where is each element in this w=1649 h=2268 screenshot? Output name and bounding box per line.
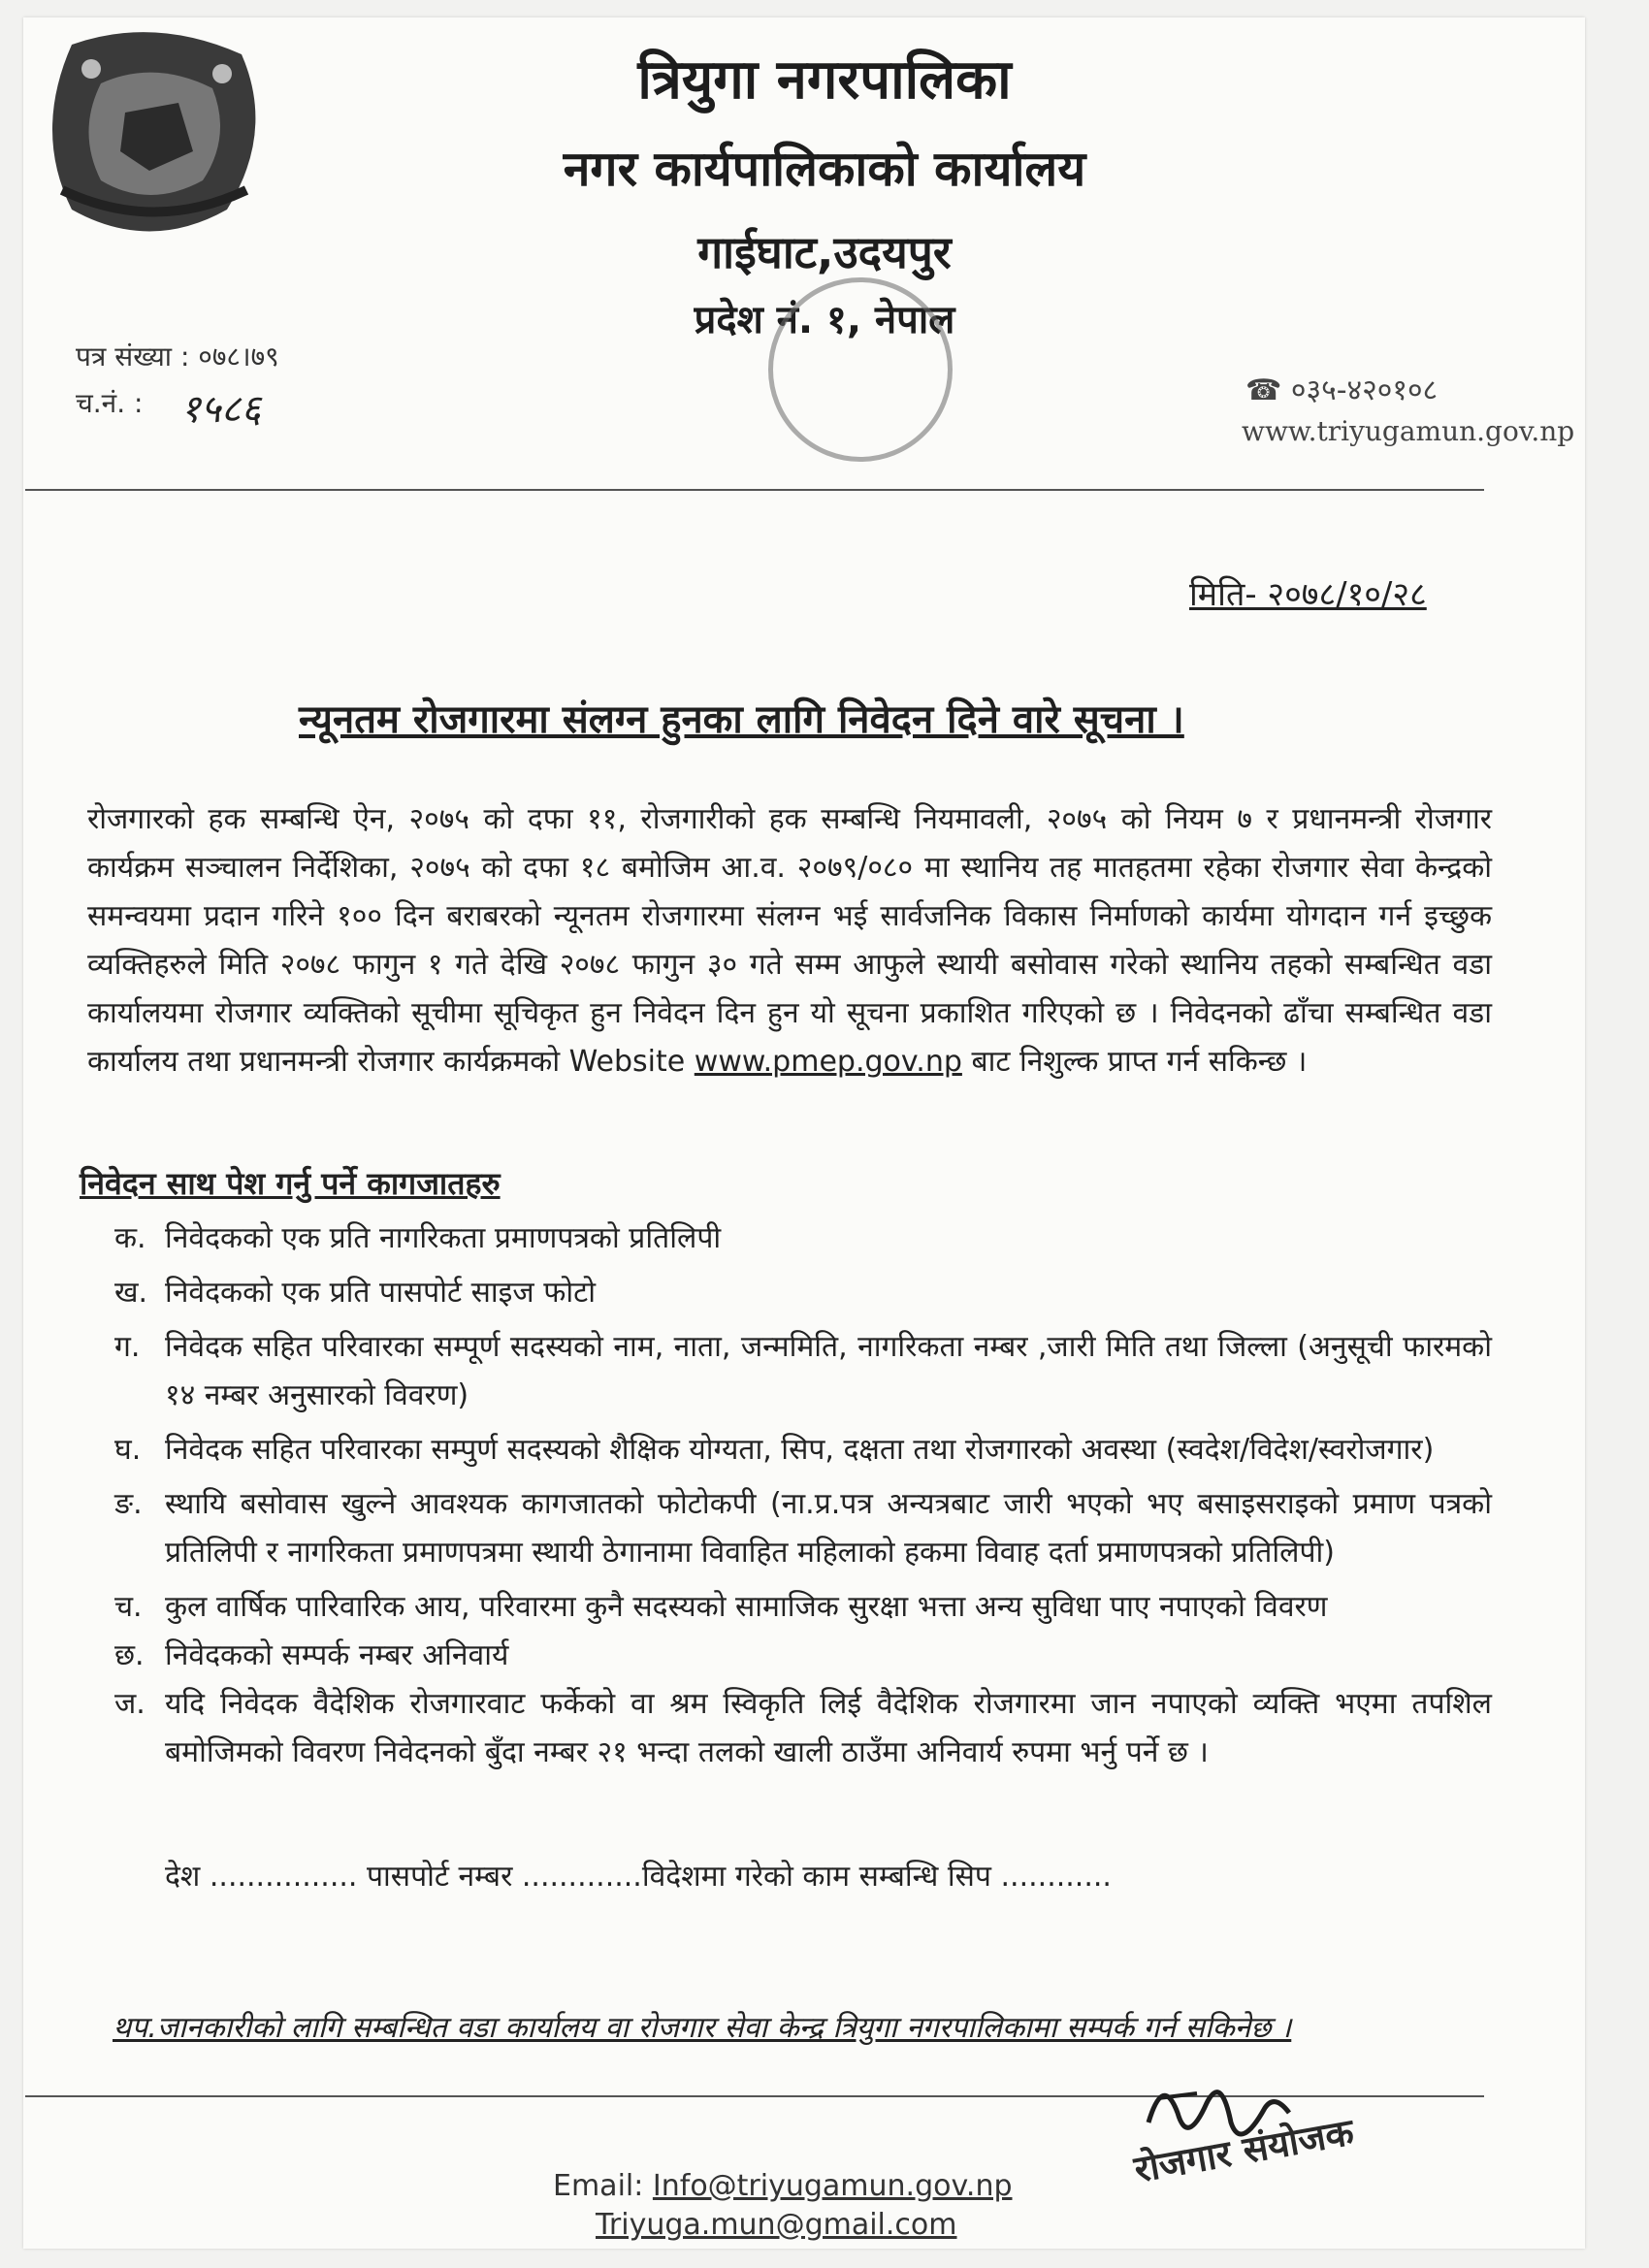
item-marker: ज. [114,1687,146,1721]
item-text: स्थायि बसोवास खुल्ने आवश्यक कागजातको फोटोकपी (ना.प्र.पत्र अन्यत्रबाट जारी भएको भए बसाइसराइको प्रमाण पत्रको प्रतिलिपी र नागरिकता प्रमाणपत्रमा स्थायी ठेगानामा विवाहित महिलाको हकमा विवाह दर्ता प्रमाणपत्रको प्रतिलिपी) [165,1487,1492,1570]
item-marker: ख. [114,1276,148,1310]
list-item [114,1426,1492,1474]
dispatch-number-label: च.नं. : [76,387,144,419]
list-item [114,1323,1492,1420]
office-stamp [768,277,953,462]
item-text: यदि निवेदक वैदेशिक रोजगारवाट फर्केको वा श्रम स्विकृति लिई वैदेशिक रोजगारमा जान नपाएको व्यक्ति भएमा तपशिल बमोजिमको विवरण निवेदनको बुँदा नम्बर २१ भन्दा तलको खाली ठाउँमा अनिवार्य रुपमा भर्नु पर्ने छ । [165,1687,1492,1769]
foreign-employment-fill-line: देश ................ पासपोर्ट नम्बर .............विदेशमा गरेको काम सम्बन्धि सिप ............ [165,1860,1112,1894]
contact-footnote: थप.जानकारीको लागि सम्बन्धित वडा कार्यालय वा रोजगार सेवा केन्द्र त्रियुगा नगरपालिकामा सम्पर्क गर्न सकिनेछ । [113,2011,1292,2045]
body-text-end: बाट निशुल्क प्राप्त गर्न सकिन्छ । [971,1045,1308,1079]
required-documents-list [114,1215,1492,1777]
item-text: निवेदकको एक प्रति पासपोर्ट साइज फोटो [165,1276,596,1310]
signatory-title: रोजगार संयोजक [1131,2110,1357,2191]
header-divider [25,489,1484,491]
list-item [114,1583,1492,1632]
item-marker: ङ. [114,1487,143,1521]
item-text: निवेदकको एक प्रति नागरिकता प्रमाणपत्रको प्रतिलिपी [165,1221,722,1255]
email-link-secondary[interactable]: Triyuga.mun@gmail.com [596,2208,957,2242]
item-marker: छ. [114,1638,145,1672]
item-marker: घ. [114,1433,142,1467]
item-marker: क. [114,1221,146,1255]
phone-number: ०३५-४२०१०८ [1290,373,1439,407]
pmep-link[interactable]: www.pmep.gov.np [694,1045,962,1079]
list-item [114,1269,1492,1317]
body-text-main: रोजगारको हक सम्बन्धि ऐन, २०७५ को दफा ११, रोजगारीको हक सम्बन्धि नियमावली, २०७५ को नियम ७ र प्रधानमन्त्री रोजगार कार्यक्रम सञ्चालन निर्देशिका, २०७५ को दफा १८ बमोजिम आ.व. २०७९/०८० मा स्थानिय तह मातहतमा रहेका रोजगार सेवा केन्द्रको समन्वयमा प्रदान गरिने १०० दिन बराबरको न्यूनतम रोजगारमा संलग्न भई सार्वजनिक विकास निर्माणको कार्यमा योगदान गर्न इच्छुक व्यक्तिहरुले मिति २०७८ फागुन १ गते देखि २०७८ फागुन ३० गते सम्म आफुले स्थायी बसोवास गरेको स्थानिय तहको सम्बन्धित वडा कार्यालयमा रोजगार व्यक्तिको सूचीमा सूचिकृत हुन निवेदन दिन हुन यो सूचना प्रकाशित गरिएको छ । निवेदनको ढाँचा सम्बन्धित वडा कार्यालय तथा प्रधानमन्त्री रोजगार कार्यक्रमको Website [87,802,1492,1079]
municipality-name: त्रियुगा नगरपालिका [637,49,1012,112]
notice-body [87,795,1492,1086]
item-text: कुल वार्षिक पारिवारिक आय, परिवारमा कुनै सदस्यको सामाजिक सुरक्षा भत्ता अन्य सुविधा पाए नपाएको विवरण [165,1590,1328,1624]
dispatch-number-value: १५८६ [180,387,262,432]
email-link-primary[interactable]: Info@triyugamun.gov.np [652,2169,1013,2203]
phone-line [1245,369,1438,408]
item-text: निवेदकको सम्पर्क नम्बर अनिवार्य [165,1638,509,1672]
website-link[interactable]: www.triyugamun.gov.np [1242,415,1575,447]
required-documents-heading: निवेदन साथ पेश गर्नु पर्ने कागजातहरु [80,1165,501,1202]
item-text: निवेदक सहित परिवारका सम्पूर्ण सदस्यको नाम, नाता, जन्ममिति, नागरिकता नम्बर ,जारी मिति तथा जिल्ला (अनुसूची फारमको १४ नम्बर अनुसारको विवरण) [165,1330,1492,1412]
phone-icon: ☎ [1245,373,1282,407]
item-marker: च. [114,1590,143,1624]
office-name: नगर कार्यपालिकाको कार्यालय [563,141,1086,197]
list-item [114,1632,1492,1680]
list-item [114,1680,1492,1777]
letter-date: मिति- २०७८/१०/२८ [1189,575,1427,614]
item-text: निवेदक सहित परिवारका सम्पुर्ण सदस्यको शैक्षिक योग्यता, सिप, दक्षता तथा रोजगारको अवस्था (स्वदेश/विदेश/स्वरोजगार) [165,1433,1435,1467]
letter-number: पत्र संख्या : ०७८।७९ [76,340,279,373]
list-item [114,1215,1492,1263]
item-marker: ग. [114,1330,141,1364]
province-line: प्रदेश नं. १, नेपाल [694,298,955,342]
office-location: गाईघाट,उदयपुर [697,226,952,278]
list-item [114,1480,1492,1577]
notice-title: न्यूनतम रोजगारमा संलग्न हुनका लागि निवेदन दिने वारे सूचना । [299,697,1184,742]
email-label: Email: [553,2169,644,2203]
footer-email-row [553,2169,1013,2203]
